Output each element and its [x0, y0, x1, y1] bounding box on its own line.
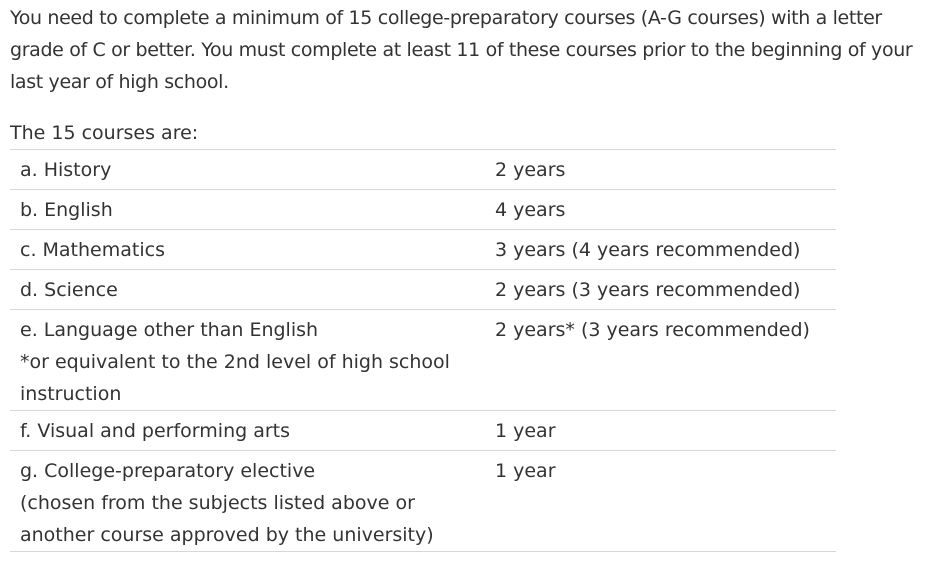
course-years: 2 years* (3 years recommended)	[495, 319, 810, 341]
course-subject: f. Visual and performing arts	[20, 420, 291, 442]
course-subject: g. College-preparatory elective	[20, 460, 316, 482]
course-subject-cell	[10, 230, 486, 270]
course-subject: a. History	[20, 159, 112, 181]
course-years: 3 years (4 years recommended)	[495, 239, 801, 261]
requirements-section	[10, 2, 932, 552]
course-row-elective	[10, 451, 836, 552]
course-subject: e. Language other than English	[20, 319, 319, 341]
course-subject-cell	[10, 310, 486, 411]
course-row-mathematics	[10, 230, 836, 270]
course-years: 2 years	[495, 159, 566, 181]
course-row-science	[10, 270, 836, 310]
course-subject-cell	[10, 150, 486, 190]
course-years: 1 year	[495, 420, 556, 442]
course-subject-cell	[10, 451, 486, 552]
courses-table	[10, 149, 836, 552]
course-row-language	[10, 310, 836, 411]
course-subject-cell	[10, 411, 486, 451]
course-row-arts	[10, 411, 836, 451]
intro-paragraph: You need to complete a minimum of 15 college-preparatory courses (A-G courses) with a letter grade of C or better. You must complete at least 11 of these courses prior to the beginning of your last year of high school.	[10, 7, 913, 93]
course-note: *or equivalent to the 2nd level of high school instruction	[20, 351, 450, 405]
course-subject-cell	[10, 190, 486, 230]
course-row-english	[10, 190, 836, 230]
course-subject-cell	[10, 270, 486, 310]
course-years: 4 years	[495, 199, 566, 221]
course-years: 2 years (3 years recommended)	[495, 279, 801, 301]
course-subject: c. Mathematics	[20, 239, 165, 261]
course-subject: b. English	[20, 199, 113, 221]
course-note: (chosen from the subjects listed above or another course approved by the university)	[20, 492, 434, 546]
course-subject: d. Science	[20, 279, 118, 301]
course-years: 1 year	[495, 460, 556, 482]
course-row-history	[10, 150, 836, 190]
courses-list-heading: The 15 courses are:	[10, 122, 199, 144]
